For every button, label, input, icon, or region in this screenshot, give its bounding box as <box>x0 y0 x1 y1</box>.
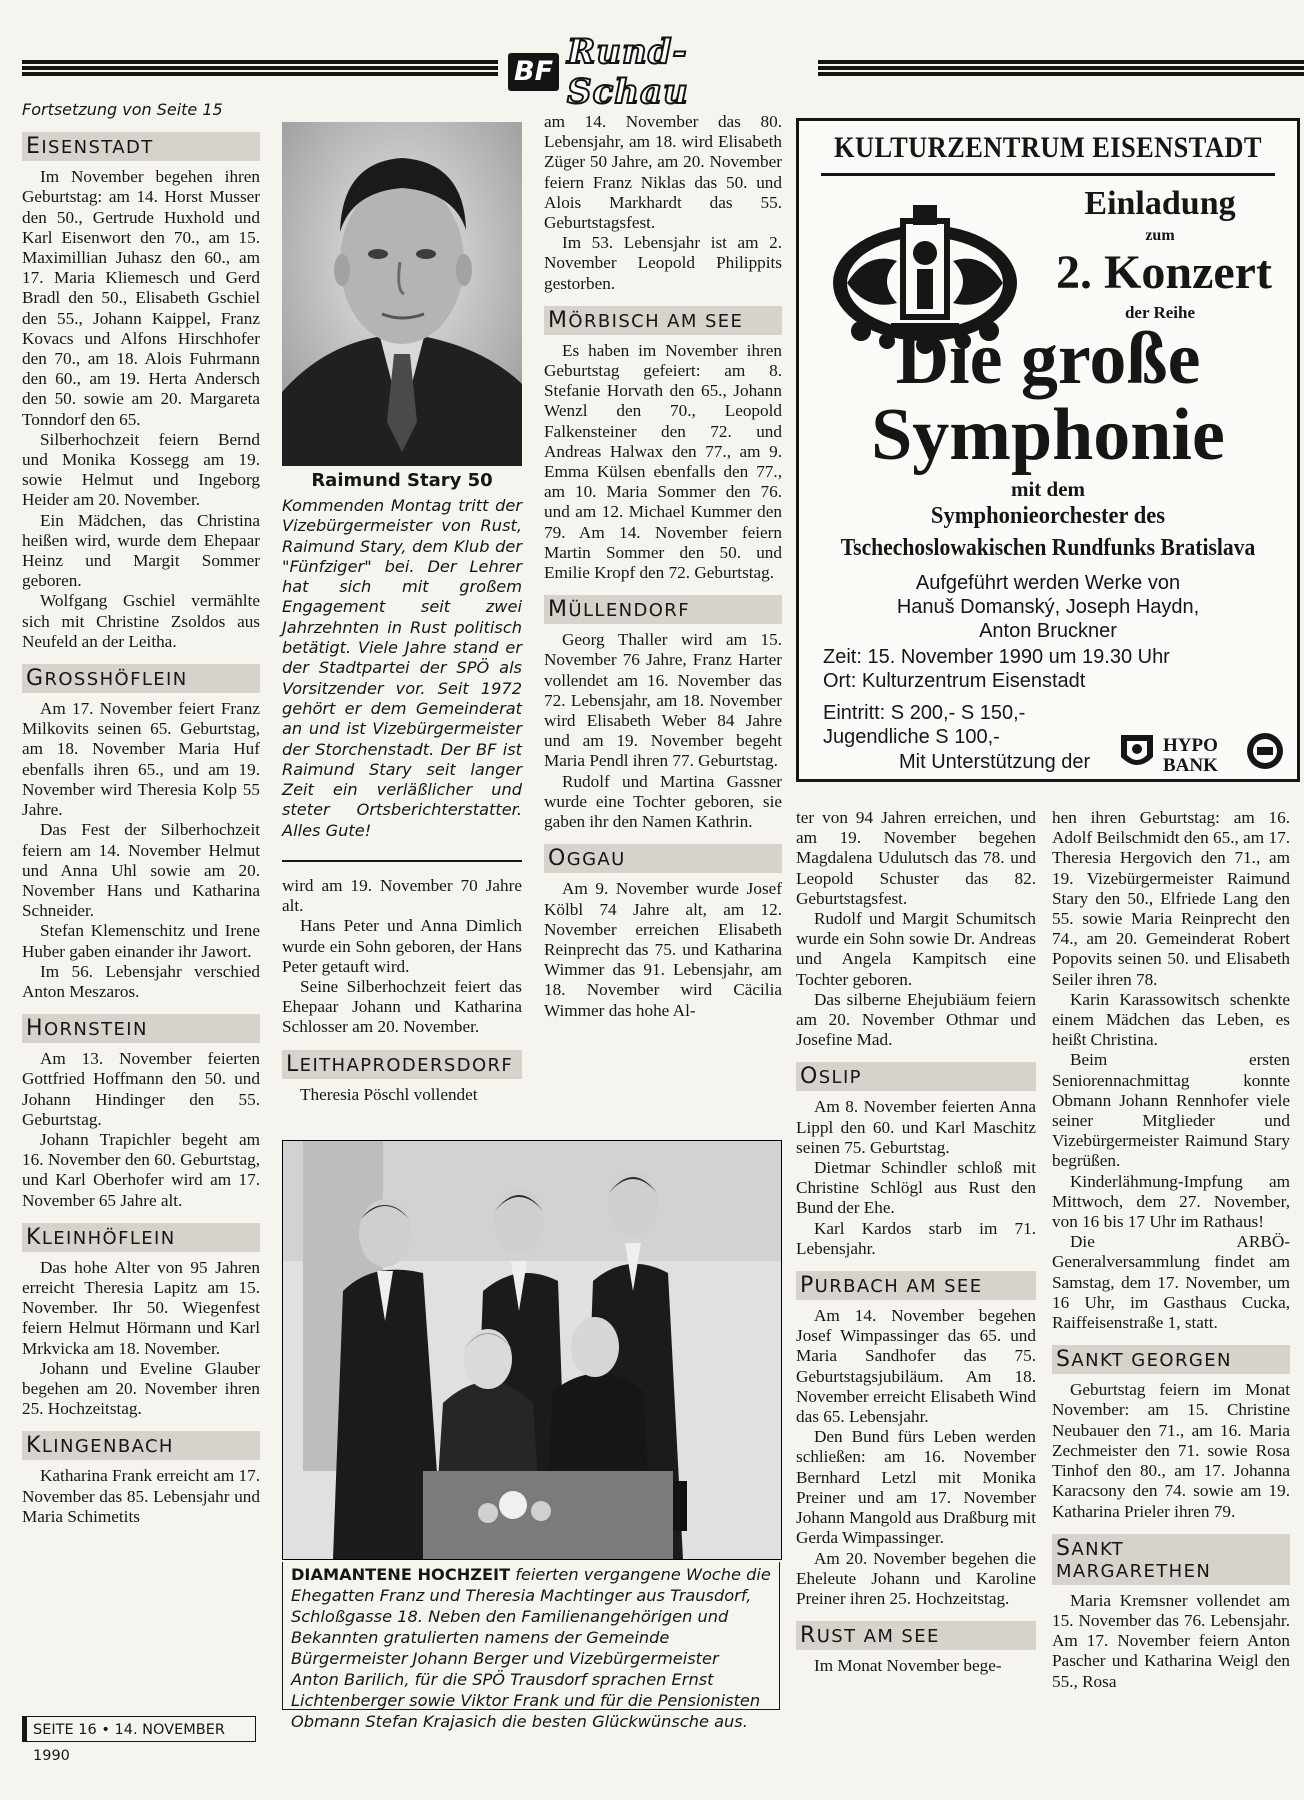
bf-logo: BF <box>508 53 559 91</box>
column-3 <box>544 112 782 1021</box>
ad-works <box>799 571 1297 643</box>
ad-rule <box>821 173 1275 176</box>
concert-advertisement <box>796 118 1300 782</box>
masthead-rule-left <box>22 60 498 78</box>
location-heading: SANKT GEORGEN <box>1052 1345 1290 1374</box>
masthead-logo <box>508 32 808 112</box>
paragraph: Silberhochzeit feiern Bernd und Monika Kossegg am 19. sowie Helmut und Ingeborg Heider am 20. November. <box>22 429 260 510</box>
ad-with: mit dem <box>1010 477 1086 501</box>
hypo-bank-logo <box>1117 729 1287 775</box>
ad-works-line: Anton Bruckner <box>979 620 1117 642</box>
paragraph: am 14. November das 80. Lebensjahr, am 18. wird Elisabeth Züger 50 Jahre, am 20. November feiern Franz Niklas das 50. und Alois Markhardt das 55. Geburtstagsfest. <box>544 112 782 233</box>
ad-headline-1: Die große <box>895 318 1201 400</box>
paragraph: Rudolf und Margit Schumitsch wurde ein Sohn sowie Dr. Andreas und Angela Kampitsch eine Tochter geboren. <box>796 909 1036 989</box>
ad-zum: zum <box>1145 227 1175 244</box>
paragraph: Geburtstag feiern im Monat November: am 15. Christine Neubauer den 71., am 16. Maria Zechmeister den 71. sowie Rosa Tinhof den 80., am 17. Johanna Karacsony den 74. sowie am 19. Katharina Prieler ihren 79. <box>1052 1380 1290 1521</box>
paragraph: Wolfgang Gschiel vermählte sich mit Christine Zsoldos aus Neufeld an der Leitha. <box>22 591 260 651</box>
paragraph: Seine Silberhochzeit feiert das Ehepaar Johann und Katharina Schlosser am 20. November. <box>282 977 522 1037</box>
paragraph: Den Bund fürs Leben werden schließen: am 16. November Bernhard Letzl mit Monika Preiner und am 17. November Johann Mangold aus Draßburg mit Gerda Wimpassinger. <box>796 1427 1036 1548</box>
portrait-caption <box>282 496 522 841</box>
paragraph: Karl Kardos starb im 71. Lebensjahr. <box>796 1218 1036 1258</box>
location-heading: EISENSTADT <box>22 132 260 161</box>
paragraph: Dietmar Schindler schloß mit Christine Schlögl aus Rust den Bund der Ehe. <box>796 1158 1036 1218</box>
paragraph: Das silberne Ehejubiäum feiern am 20. November Othmar und Josefine Mad. <box>796 989 1036 1050</box>
ad-admission: Eintritt: S 200,- S 150,- <box>823 702 1026 724</box>
paragraph: Es haben im November ihren Geburtstag gefeiert: am 8. Stefanie Horvath den 65., Johann Wenzl den 70., Leopold Falkensteiner den 72. und Andreas Halwax den 77., am 9. Emma Külsen ebenfalls den 77., am 10. Maria Sommer den 76. und am 12. Michael Kummer den 79. Am 14. November feiern Martin Sommer den 50. und Emilie Kropf den 72. Geburtstag. <box>544 340 782 583</box>
ad-time: Zeit: 15. November 1990 um 19.30 Uhr <box>823 646 1170 668</box>
group-photo <box>282 1140 782 1560</box>
location-heading: KLEINHÖFLEIN <box>22 1223 260 1252</box>
paragraph: Am 20. November begehen die Eheleute Johann und Karoline Preiner ihren 25. Hochzeitstag. <box>796 1548 1036 1608</box>
paragraph: Die ARBÖ-Generalversammlung findet am Samstag, dem 17. November, um 16 Uhr, im Gasthaus Cucka, Raiffeisenstraße 1, statt. <box>1052 1232 1290 1333</box>
location-heading: LEITHAPRODERSDORF <box>282 1050 522 1079</box>
paragraph: Rudolf und Martina Gassner wurde eine Tochter geboren, sie gaben ihr den Namen Kathrin. <box>544 771 782 832</box>
paragraph: Am 14. November begehen Josef Wimpassinger das 65. und Maria Sandhofer das 75. Geburtstagsjubiläum. Am 18. November erreicht Elisabeth Wind das 65. Lebensjahr. <box>796 1306 1036 1427</box>
location-heading: MÖRBISCH AM SEE <box>544 306 782 335</box>
paragraph: Ein Mädchen, das Christina heißen wird, wurde dem Ehepaar Heinz und Margit Sommer geboren. <box>22 510 260 591</box>
location-heading: SANKT MARGARETHEN <box>1052 1534 1290 1585</box>
paragraph: Am 17. November feiert Franz Milkovits seinen 65. Geburtstag, am 18. November Maria Huf ebenfalls ihren 65., und am 19. November wird Theresia Kolp 55 Jahre. <box>22 699 260 820</box>
ad-orchestra-1: Symphonieorchester des <box>930 503 1166 529</box>
paragraph: Johann und Eveline Glauber begehen am 20. November ihren 25. Hochzeitstag. <box>22 1358 260 1419</box>
ad-invitation: Einladung <box>1084 185 1236 222</box>
paragraph: Im Monat November bege- <box>814 1656 1002 1676</box>
ad-youth-admission: Jugendliche S 100,- <box>823 726 1000 748</box>
column-2-lower <box>282 876 522 1105</box>
location-heading: RUST AM SEE <box>796 1621 1036 1650</box>
paragraph: Im 56. Lebensjahr verschied Anton Meszaros. <box>22 961 260 1001</box>
column-4 <box>796 808 1036 1676</box>
paragraph: ter von 94 Jahren erreichen, und am 19. November begehen Magdalena Udulutsch das 78. und Leopold Schuster das 82. Geburtstagsfest. <box>796 808 1036 908</box>
continuation-note: Fortsetzung von Seite 15 <box>22 100 223 119</box>
ad-place: Ort: Kulturzentrum Eisenstadt <box>823 670 1086 692</box>
paragraph: Katharina Frank erreicht am 17. November das 85. Lebensjahr und Maria Schimetits <box>22 1466 261 1526</box>
paragraph: Beim ersten Seniorennachmittag konnte Obmann Johann Rennhofer viele seiner Mitglieder und Vizebürgermeister Raimund Stary begrüßen. <box>1052 1050 1290 1171</box>
location-heading: KLINGENBACH <box>22 1431 260 1460</box>
portrait-caption-title: Raimund Stary 50 <box>311 470 493 491</box>
ad-works-line: Hanuš Domanský, Joseph Haydn, <box>896 596 1200 618</box>
ad-support: Mit Unterstützung der <box>899 751 1091 773</box>
paragraph: Hans Peter und Anna Dimlich wurde ein Sohn geboren, der Hans Peter getauft wird. <box>282 916 522 976</box>
location-heading: OGGAU <box>544 844 782 873</box>
ad-series: der Reihe <box>1124 303 1196 322</box>
sponsor-name-1: HYPO <box>1163 735 1218 756</box>
location-heading: MÜLLENDORF <box>544 595 782 624</box>
location-heading: HORNSTEIN <box>22 1014 260 1043</box>
paragraph: Im November begehen ihren Geburtstag: am 14. Horst Musser den 50., Gertrude Huxhold und Karl Eisenwort den 70., am 15. Maximillian Juhasz den 60., am 17. Maria Kliemesch und Gerd Bradl den 50., Elisabeth Gschiel den 55., Johann Kaippel, Franz Kovacs und Alfons Hirschhofer den 70., am 18. Alois Fuhrmann den 60., am 19. Herta Andersch den 50. sowie am 20. Margareta Tonndorf den 65. <box>22 167 260 429</box>
paragraph: Am 9. November wurde Josef Kölbl 74 Jahre alt, am 12. November erreichen Elisabeth Reinprecht das 75. und Katharina Wimmer das 91. Lebensjahr, am 18. November wird Cäcilia Wimmer das hohe Al- <box>544 879 782 1020</box>
sponsor-name-2: BANK <box>1163 755 1218 775</box>
paragraph: Stefan Klemenschitz und Irene Huber gaben einander ihr Jawort. <box>22 921 260 961</box>
paragraph: Johann Trapichler begeht am 16. November den 60. Geburtstag, und Karl Oberhofer wird am 17. November 65 Jahre alt. <box>22 1129 260 1210</box>
paragraph: Maria Kremsner vollendet am 15. November das 76. Lebensjahr. Am 17. November feiern Anton Pascher und Katharina Weigl den 55., Rosa <box>1052 1590 1290 1691</box>
masthead-rule-right <box>818 60 1304 78</box>
ad-headline-2: Symphonie <box>871 394 1225 476</box>
location-heading: PURBACH AM SEE <box>796 1271 1036 1300</box>
ad-orchestra-2: Tschechoslowakischen Rundfunks Bratislava <box>840 535 1256 561</box>
portrait-caption-text: Kommenden Montag tritt der Vizebürgermeister von Rust, Raimund Stary, dem Klub der "Fünfziger" bei. Der Lehrer hat sich mit großem Engagement seit zwei Jahrzehnten in Rust politisch betätigt. Viele Jahre stand er der Stadtpartei der SPÖ als Vorsitzender vor. Seit 1972 gehört er dem Gemeinderat an und ist Vizebürgermeister der Storchenstadt. Der BF ist Raimund Stary seit langer Zeit ein verläßlicher und steter Ortsberichterstatter. Alles Gute! <box>282 496 522 840</box>
paragraph: Kinderlähmung-Impfung am Mittwoch, dem 27. November, von 16 bis 17 Uhr im Rathaus! <box>1052 1171 1290 1232</box>
ad-works-line: Aufgeführt werden Werke von <box>915 572 1181 594</box>
column-5 <box>1052 808 1290 1692</box>
paragraph: Das Fest der Silberhochzeit feiern am 14. November Helmut und Anna Uhl sowie am 20. November Hans und Katharina Schneider. <box>22 820 260 921</box>
paragraph: wird am 19. November 70 Jahre alt. <box>282 876 522 916</box>
group-caption-text: feierten vergangene Woche die Ehegatten Franz und Theresia Machtinger aus Trausdorf, Schloßgasse 18. Neben den Familienangehörigen und Bekannten gratulierten namens der Gemeinde Bürgermeister Johann Berger und Vizebürgermeister Anton Barilich, für die SPÖ Trausdorf sprachen Ernst Lichtenberger sowie Viktor Frank und für die Pensionisten Obmann Stefan Krajasich die besten Glückwünsche aus. <box>291 1565 771 1731</box>
paragraph: Karin Karassowitsch schenkte einem Mädchen das Leben, es heißt Christina. <box>1052 989 1290 1050</box>
page-footer: SEITE 16 • 14. NOVEMBER 1990 <box>22 1716 256 1742</box>
paragraph: Georg Thaller wird am 15. November 76 Jahre, Franz Harter vollendet am 16. November das 72. Lebensjahr, am 18. November wird Elisabeth Weber 84 Jahre und am 19. November begeht Maria Pendl ihren 77. Geburtstag. <box>544 630 782 771</box>
ad-concert-number: 2. Konzert <box>1056 246 1272 299</box>
group-photo-caption <box>282 1562 780 1731</box>
paragraph: Am 13. November feierten Gottfried Hoffmann den 50. und Johann Hindinger den 55. Geburtstag. <box>22 1049 260 1129</box>
location-heading: OSLIP <box>796 1062 1036 1091</box>
paragraph: Am 8. November feierten Anna Lippl den 60. und Karl Maschitz seinen 75. Geburtstag. <box>796 1097 1036 1157</box>
paragraph: Theresia Pöschl vollendet <box>300 1084 478 1104</box>
ad-organizer: KULTURZENTRUM EISENSTADT <box>834 131 1262 164</box>
group-caption-title: DIAMANTENE HOCHZEIT <box>291 1565 511 1584</box>
portrait-image <box>282 122 522 466</box>
paragraph: hen ihren Geburtstag: am 16. Adolf Beilschmidt den 65., am 17. Theresia Hergovich den 71., am 19. Vizebürgermeister Raimund Stary den 50., Elfriede Lang den 55. sowie Maria Reinprecht den 74., am 20. Gemeinderat Robert Popovits seinen 50. und Elisabeth Seiler ihren 78. <box>1052 808 1290 989</box>
location-heading: GROSSHÖFLEIN <box>22 664 260 693</box>
portrait-photo <box>282 122 522 466</box>
paragraph: Das hohe Alter von 95 Jahren erreicht Theresia Lapitz am 15. November. Ihr 50. Wiegenfest feiern Helmut Hörmann und Karl Mrkvicka am 18. November. <box>22 1257 260 1358</box>
column-1 <box>22 100 260 1527</box>
section-title: Rund-Schau <box>567 32 689 112</box>
group-photo-image <box>283 1141 781 1559</box>
paragraph: Im 53. Lebensjahr ist am 2. November Leopold Philippits gestorben. <box>544 233 782 293</box>
caption-divider <box>282 860 522 862</box>
